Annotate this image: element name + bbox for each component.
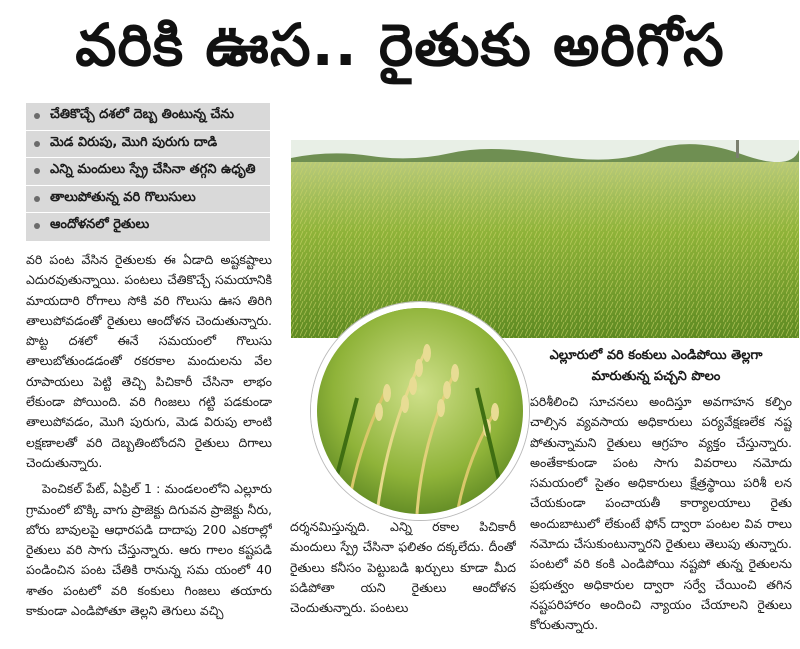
article-paragraph: పెంచికల్ పేట్, ఏప్రిల్ 1 : మండలంలోని ఎల్లూరు గ్రామంలో బొక్కి వాగు ప్రాజెక్టు దిగువన ప్రాజెక్టు నీరు, బోరు బావులపై ఆధారపడి దాదాపు 200 ఎకరాల్లో రైతులు వరి సాగు చేస్తున్నారు. ఆరు గాలం కష్టపడి పండించిన పంట చేతికి రానున్న సమ యంలో 40 శాతం పంటలో వరి కంకులు గింజలు తయారు కాకుండా ఎండిపోతూ తెల్లని తెగులు వచ్చి [26, 481, 272, 619]
article-paragraph: పరిశీలించి సూచనలు అందిస్తూ అవగాహన కల్పిం చాల్సిన వ్యవసాయ అధికారులు పర్యవేక్షణలేక నష్ట పోతున్నామని రైతులు ఆగ్రహం వ్యక్తం చేస్తున్నారు. అంతేకాకుండా పంట సాగు వివరాలు నమోదు సమయంలో సైతం అధికారులు క్షేత్రస్థాయి పరిశీ లన చేయకుండా పంచాయతీ కార్యాలయాలు రైతు అందుబాటులో లేకుంటే ఫోన్ ద్వారా పంటల వివ రాలు నమోదు చేసుకుంటున్నారని రైతులు తెలుపు తున్నారు. పంటలో వరి కంకి ఎండిపోయి నష్టపో తున్న రైతులను ప్రభుత్వం అధికారుల ద్వారా సర్వే చేయించి తగిన నష్టపరిహారం అందించి న్యాయం చేయాలని రైతులు కోరుతున్నారు. [530, 394, 792, 633]
bullet-icon [34, 113, 40, 119]
bullet-icon [34, 223, 40, 229]
paddy-field-photo [291, 140, 799, 338]
paddy-field-image [291, 140, 799, 338]
highlight-item [26, 186, 270, 214]
article-column-2 [290, 517, 516, 645]
article-paragraph: దర్శనమిస్తున్నది. ఎన్ని రకాల పిచికారీ మందులు స్ప్రే చేసినా ఫలితం దక్కలేదు. దీంతో రైతులు కనీసం పెట్టుబడి ఖర్చులు కూడా మీద పడిపోతా యని రైతులు ఆందోళన చెందుతున్నారు. పంటలు [290, 519, 516, 616]
article-column-1 [26, 250, 272, 645]
rice-panicle-image [317, 308, 523, 514]
photo-caption: ఎల్లూరులో వరి కంకులు ఎండిపోయి తెల్లగా మారుతున్న పచ్చని పొలం [549, 348, 763, 384]
bullet-icon [34, 196, 40, 202]
headline: వరికి ఊస.. రైతుకు అరిగోస [75, 10, 725, 79]
rice-panicle-closeup-photo [311, 302, 529, 520]
highlight-text: తాలుపోతున్న వరి గొలుసులు [50, 189, 196, 205]
highlight-item [26, 131, 270, 159]
bullet-icon [34, 168, 40, 174]
article-column-3 [530, 392, 792, 646]
highlight-item [26, 158, 270, 186]
bullet-icon [34, 141, 40, 147]
highlight-text: చేతికొచ్చే దశలో దెబ్బ తింటున్న చేను [50, 107, 234, 123]
highlight-item [26, 213, 270, 240]
highlight-text: మెడ విరుపు, మొగి పురుగు దాడి [50, 134, 218, 150]
highlight-item [26, 103, 270, 131]
highlight-text: ఆందోళనలో రైతులు [50, 217, 150, 233]
highlight-text: ఎన్ని మందులు స్ప్రే చేసినా తగ్గని ఉధృతి [50, 162, 256, 178]
article-paragraph: వరి పంట వేసిన రైతులకు ఈ ఏడాది అష్టకష్టాలు ఎదురవుతున్నాయి. పంటలు చేతికొచ్చే సమయానికి మాయదారి రోగాలు సోకి వరి గొలుసు ఊస తిరిగి తాలుపోవడంతో రైతులు ఆందోళన చెందుతున్నారు. పొట్ట దశలో ఈనే సమయంలో గొలుసు తాలుబోతుండడంతో రకరకాల మందులను వేల రూపాయలు పెట్టి తెచ్చి పిచికారీ చేసినా లాభం లేకుండా పోయింది. వరి గింజలు గట్టి పడకుండా తాలుపోవడం, మొగి పురుగు, మెడ విరుపు లాంటి లక్షణాలతో వరి దెబ్బతింటోందని రైతులు దిగాలు చెందుతున్నారు. [26, 252, 272, 470]
highlights-box [26, 103, 270, 241]
